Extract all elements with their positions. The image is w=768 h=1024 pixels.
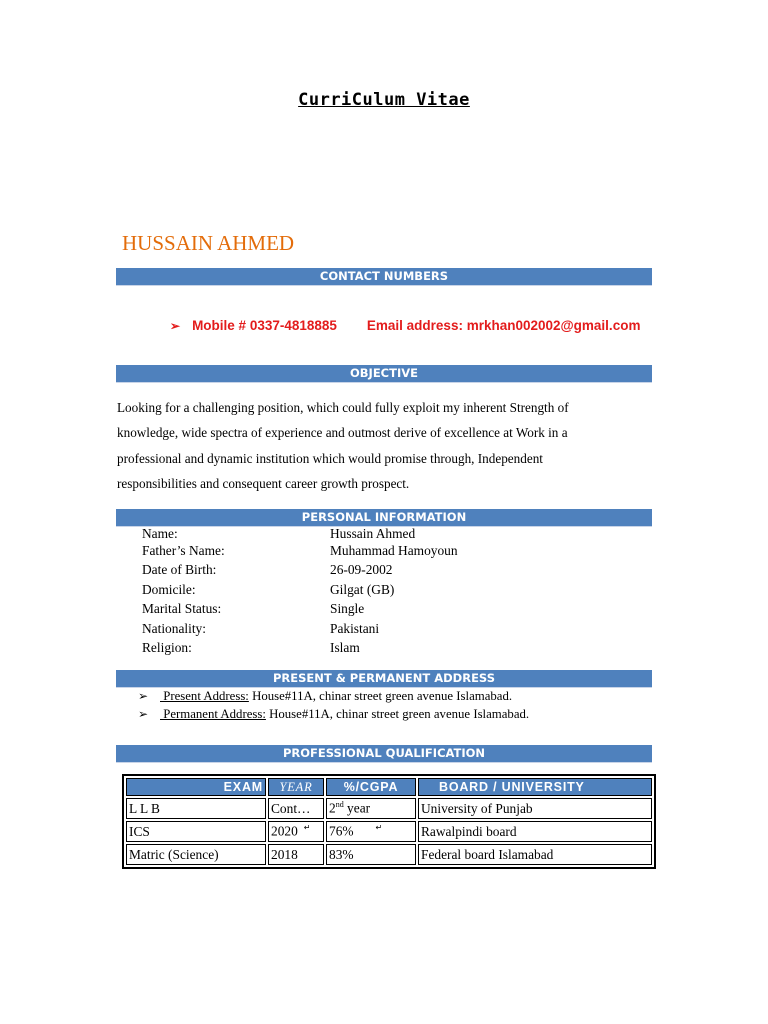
personal-row-nationality	[142, 621, 380, 637]
cell-year	[268, 821, 324, 842]
table-header-row	[126, 778, 652, 796]
personal-value: Muhammad Hamoyoun	[330, 543, 458, 558]
permanent-address-row	[138, 707, 529, 722]
personal-label: Name:	[142, 526, 178, 541]
return-mark-icon: ↵	[375, 823, 383, 833]
cgpa-value: 76%	[329, 823, 354, 839]
personal-value: Gilgat (GB)	[330, 582, 395, 597]
header-cgpa: %/CGPA	[326, 778, 416, 796]
personal-value: Single	[330, 601, 365, 616]
cell-board: Federal board Islamabad	[418, 844, 652, 865]
candidate-name: HUSSAIN AHMED	[122, 231, 295, 255]
table-row	[126, 798, 652, 819]
permanent-address-value: House#11A, chinar street green avenue Islamabad.	[265, 707, 530, 721]
header-year: YEAR	[268, 778, 324, 796]
email-address[interactable]: Email address: mrkhan002002@gmail.com	[366, 318, 641, 333]
cgpa-superscript: nd	[335, 800, 344, 810]
personal-value: 26-09-2002	[330, 562, 393, 577]
cell-board: University of Punjab	[418, 798, 652, 819]
personal-label: Domicile:	[142, 582, 196, 597]
permanent-address-label: Permanent Address:	[160, 707, 266, 721]
arrow-bullet-icon: ➢	[138, 689, 149, 703]
table-row	[126, 821, 652, 842]
personal-label: Religion:	[142, 640, 192, 655]
cell-board: Rawalpindi board	[418, 821, 652, 842]
return-mark-icon: ↵	[303, 823, 311, 833]
table-row	[126, 844, 652, 865]
section-qualification-header: PROFESSIONAL QUALIFICATION	[116, 745, 652, 762]
personal-label: Nationality:	[142, 621, 206, 636]
cell-cgpa	[326, 821, 416, 842]
objective-text: Looking for a challenging position, which could fully exploit my inherent Strength of knowledge, wide spectra of experience and outmost derive of excellence at Work in a professional and dynamic institution which would promise through, Independent responsibilities and consequent career growth prospect.	[117, 400, 569, 491]
year-value: 2020	[271, 823, 298, 839]
personal-label: Date of Birth:	[142, 562, 217, 577]
section-personal-header: PERSONAL INFORMATION	[116, 509, 652, 526]
cell-year: Cont…	[268, 798, 324, 819]
arrow-bullet-icon: ➢	[170, 319, 181, 333]
qualification-table	[122, 774, 656, 869]
cell-cgpa	[326, 798, 416, 819]
cell-exam: L L B	[126, 798, 266, 819]
present-address-label: Present Address:	[160, 689, 249, 703]
personal-row-name	[142, 526, 416, 542]
arrow-bullet-icon: ➢	[138, 707, 149, 721]
section-objective-header: OBJECTIVE	[116, 365, 652, 382]
section-contact-header: CONTACT NUMBERS	[116, 268, 652, 285]
cell-exam: ICS	[126, 821, 266, 842]
contact-line	[170, 318, 640, 333]
header-board: BOARD / UNIVERSITY	[418, 778, 652, 796]
personal-value: Islam	[330, 640, 360, 655]
personal-row-domicile	[142, 582, 395, 598]
personal-value: Hussain Ahmed	[330, 526, 416, 541]
personal-row-dob	[142, 562, 393, 578]
personal-row-religion	[142, 640, 360, 656]
personal-row-father	[142, 543, 458, 559]
cell-year: 2018	[268, 844, 324, 865]
mobile-number: Mobile # 0337-4818885	[192, 318, 337, 333]
present-address-value: House#11A, chinar street green avenue Islamabad.	[248, 689, 513, 703]
cell-cgpa: 83%	[326, 844, 416, 865]
cgpa-year-word: year	[343, 800, 371, 816]
present-address-row	[138, 689, 512, 704]
personal-label: Father’s Name:	[142, 543, 225, 558]
personal-value: Pakistani	[330, 621, 380, 636]
section-address-header: PRESENT & PERMANENT ADDRESS	[116, 670, 652, 687]
header-exam: EXAM	[126, 778, 266, 796]
personal-row-marital	[142, 601, 365, 617]
cgpa-number: 2	[329, 800, 336, 816]
document-title: CurriCulum Vitae	[298, 90, 470, 110]
personal-label: Marital Status:	[142, 601, 222, 616]
cell-exam: Matric (Science)	[126, 844, 266, 865]
